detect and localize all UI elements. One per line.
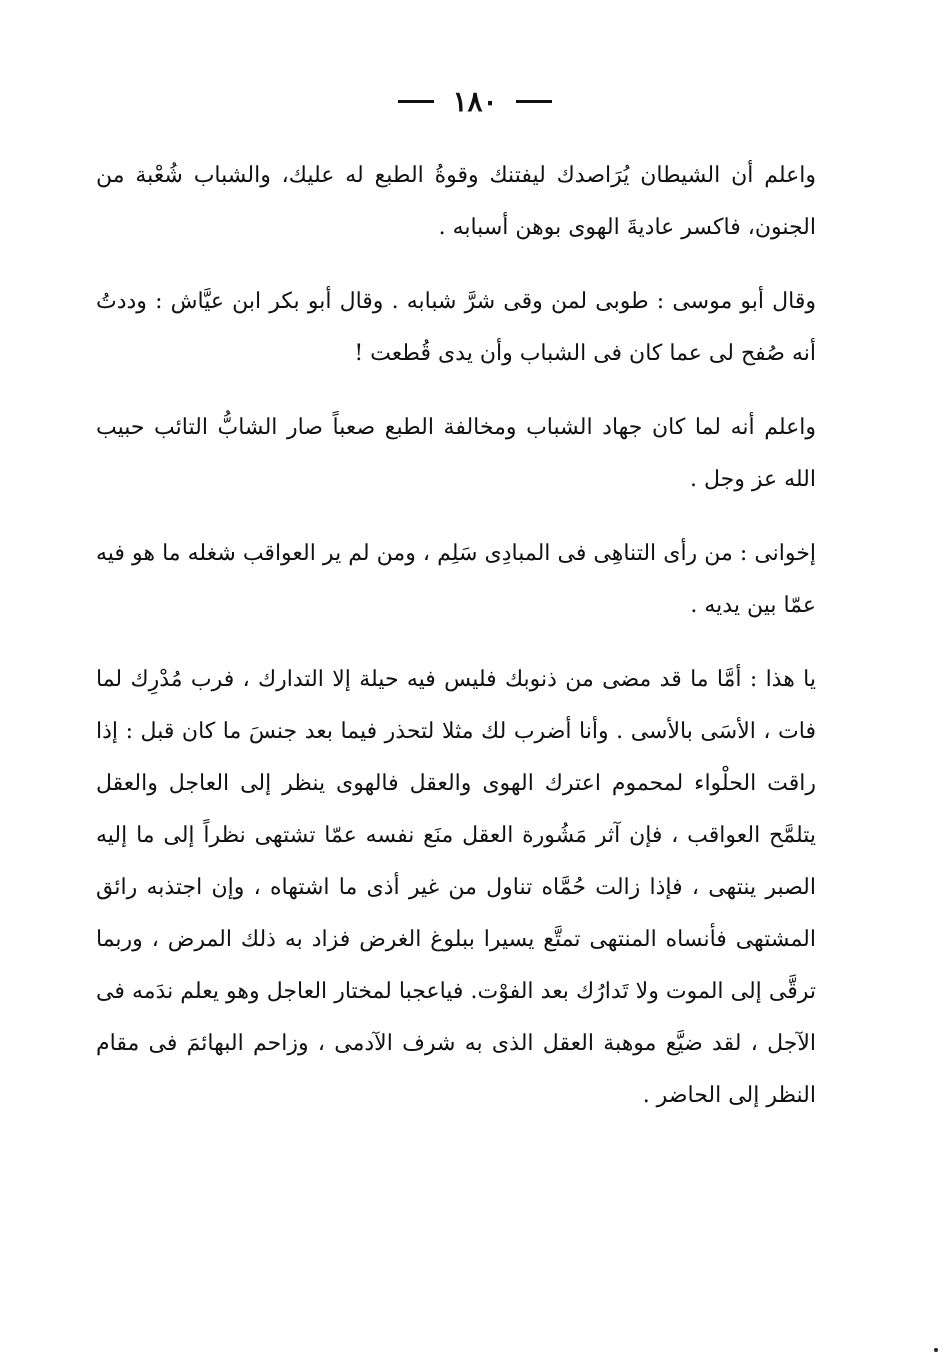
paragraph-brothers: إخوانى : من رأى التناهِى فى المبادِى سَلِم ، ومن لم ير العواقب شغله ما هو فيه عمّا بين يديه .: [96, 541, 816, 618]
body-text: [96, 150, 816, 1144]
header-dash-right: [516, 100, 552, 103]
header-dash-left: [398, 100, 434, 103]
page-header: [0, 82, 950, 120]
paragraph-satan: واعلم أن الشيطان يُرَاصدك ليفتنك وقوةُ الطبع له عليك، والشباب شُعْبة من الجنون، فاكسر عاديةَ الهوى بوهن أسبابه .: [96, 163, 816, 240]
page-number: ١٨٠: [452, 84, 498, 118]
scan-mark: [934, 1348, 938, 1352]
paragraph-ya-hadha: يا هذا : أمَّا ما قد مضى من ذنوبك فليس فيه حيلة إلا التدارك ، فرب مُدْرِك لما فات ، الأسَى بالأسى . وأنا أضرب لك مثلا لتحذر فيما بعد جنسَ ما كان قبل : إذا راقت الحلْواء لمحموم اعترك الهوى والعقل فالهوى ينظر إلى العاجل والعقل يتلمَّح العواقب ، فإن آثر مَشُورة العقل منَع نفسه عمّا تشتهى نظراً إلى ما إليه الصبر ينتهى ، فإذا زالت حُمَّاه تناول من غير أذى ما اشتهاه ، وإن اجتذبه رائق المشتهى فأنساه المنتهى تمتَّع يسيرا ببلوغ الغرض فزاد به ذلك المرض ، وربما ترقَّى إلى الموت ولا تَدارُك بعد الفوْت. فياعجبا لمختار العاجل وهو يعلم ندَمه فى الآجل ، لقد ضيَّع موهبة العقل الذى به شرف الآدمى ، وزاحم البهائمَ فى مقام النظر إلى الحاضر .: [96, 667, 816, 1108]
paragraph-abu-musa: وقال أبو موسى : طوبى لمن وقى شرَّ شبابه . وقال أبو بكر ابن عيَّاش : وددتُ أنه صُفح لى عما كان فى الشباب وأن يدى قُطعت !: [96, 289, 816, 366]
paragraph-youth-struggle: واعلم أنه لما كان جهاد الشباب ومخالفة الطبع صعباً صار الشابُّ التائب حبيب الله عز وجل .: [96, 415, 816, 492]
